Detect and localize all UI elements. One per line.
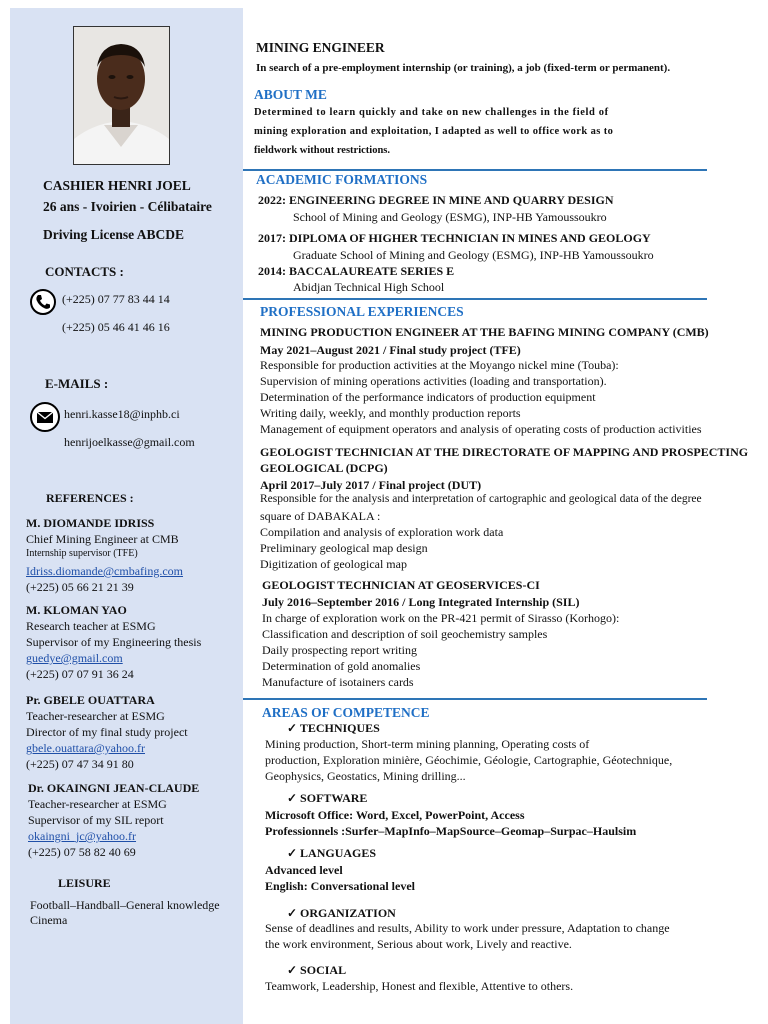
organization-line: the work environment, Serious about work, Lively and reactive. <box>265 937 572 951</box>
job-detail: Compilation and analysis of exploration work data <box>260 525 504 539</box>
profile-photo <box>73 26 170 165</box>
job-detail: Determination of gold anomalies <box>262 659 421 673</box>
reference-role: Chief Mining Engineer at CMB <box>26 532 179 546</box>
section-divider <box>243 169 707 171</box>
reference-email[interactable]: Idriss.diomande@cmbafing.com <box>26 564 184 578</box>
job-period: July 2016–September 2016 / Long Integrated Internship (SIL) <box>262 595 580 609</box>
job-detail: Responsible for production activities at the Moyango nickel mine (Touba): <box>260 358 619 372</box>
reference-email[interactable]: guedye@gmail.com <box>26 651 123 665</box>
job-detail: Digitization of geological map <box>260 557 407 571</box>
reference-email[interactable]: gbele.ouattara@yahoo.fr <box>26 741 145 755</box>
degree-title: 2017: DIPLOMA OF HIGHER TECHNICIAN IN MINES AND GEOLOGY <box>258 231 651 245</box>
about-heading: ABOUT ME <box>254 87 327 102</box>
degree-title: 2014: BACCALAUREATE SERIES E <box>258 264 455 278</box>
job-detail: Classification and description of soil geochemistry samples <box>262 627 548 641</box>
techniques-label: ✓ TECHNIQUES <box>287 721 380 735</box>
job-detail: Daily prospecting report writing <box>262 643 417 657</box>
degree-title: 2022: ENGINEERING DEGREE IN MINE AND QUARRY DESIGN <box>258 193 614 207</box>
competence-heading: AREAS OF COMPETENCE <box>262 705 430 720</box>
email-icon <box>30 402 60 432</box>
job-period: May 2021–August 2021 / Final study project (TFE) <box>260 343 521 357</box>
driving-license: Driving License ABCDE <box>43 227 185 242</box>
job-detail: square of DABAKALA : <box>260 509 381 523</box>
job-title-continued: GEOLOGICAL (DCPG) <box>260 461 388 475</box>
job-detail: Supervision of mining operations activities (loading and transportation). <box>260 374 607 388</box>
reference-role: Research teacher at ESMG <box>26 619 156 633</box>
academic-heading: ACADEMIC FORMATIONS <box>256 172 428 187</box>
phone-icon <box>30 289 56 315</box>
languages-line: English: Conversational level <box>265 879 416 893</box>
reference-role: Teacher-researcher at ESMG <box>26 709 165 723</box>
reference-phone: (+225) 07 58 82 40 69 <box>28 845 136 859</box>
contacts-heading: CONTACTS : <box>45 264 124 279</box>
leisure-heading: LEISURE <box>58 876 111 890</box>
techniques-line: production, Exploration minière, Géochimie, Géologie, Cartographie, Géotechnique, <box>265 753 673 767</box>
reference-detail: Director of my final study project <box>26 725 188 739</box>
experience-heading: PROFESSIONAL EXPERIENCES <box>260 304 464 319</box>
job-detail: Management of equipment operators and analysis of operating costs of production activities <box>260 422 702 436</box>
software-label: ✓ SOFTWARE <box>287 791 368 805</box>
reference-phone: (+225) 07 07 91 36 24 <box>26 667 134 681</box>
reference-phone: (+225) 05 66 21 21 39 <box>26 580 134 594</box>
page-subtitle: In search of a pre-employment internship (or training), a job (fixed-term or permanent). <box>256 62 671 74</box>
degree-school: Abidjan Technical High School <box>293 280 445 294</box>
degree-school: School of Mining and Geology (ESMG), INP-HB Yamoussoukro <box>293 210 607 224</box>
job-detail: Preliminary geological map design <box>260 541 428 555</box>
job-period: April 2017–July 2017 / Final project (DUT) <box>260 478 482 492</box>
email-1[interactable]: henri.kasse18@inphb.ci <box>64 407 180 421</box>
organization-line: Sense of deadlines and results, Ability to work under pressure, Adaptation to change <box>265 921 670 935</box>
reference-name: Pr. GBELE OUATTARA <box>26 693 155 707</box>
social-line: Teamwork, Leadership, Honest and flexible, Attentive to others. <box>265 979 574 993</box>
software-line: Professionnels :Surfer–MapInfo–MapSource–Geomap–Surpac–Haulsim <box>265 824 637 838</box>
page-title: MINING ENGINEER <box>256 40 385 55</box>
job-title: MINING PRODUCTION ENGINEER AT THE BAFING MINING COMPANY (CMB) <box>260 325 709 339</box>
techniques-line: Mining production, Short-term mining planning, Operating costs of <box>265 737 590 751</box>
emails-heading: E-MAILS : <box>45 376 109 391</box>
organization-label: ✓ ORGANIZATION <box>287 906 396 920</box>
reference-name: Dr. OKAINGNI JEAN-CLAUDE <box>28 781 200 795</box>
reference-name: M. DIOMANDE IDRISS <box>26 516 155 530</box>
about-text-line: fieldwork without restrictions. <box>254 145 391 156</box>
reference-email[interactable]: okaingni_jc@yahoo.fr <box>28 829 137 843</box>
job-detail: Manufacture of isotainers cards <box>262 675 414 689</box>
job-title: GEOLOGIST TECHNICIAN AT THE DIRECTORATE OF MAPPING AND PROSPECTING <box>260 445 749 459</box>
reference-detail: Supervisor of my SIL report <box>28 813 164 827</box>
reference-phone: (+225) 07 47 34 91 80 <box>26 757 134 771</box>
leisure-line: Cinema <box>30 913 68 927</box>
job-title: GEOLOGIST TECHNICIAN AT GEOSERVICES-CI <box>262 578 540 592</box>
social-label: ✓ SOCIAL <box>287 963 347 977</box>
phone-number-1[interactable]: (+225) 07 77 83 44 14 <box>62 292 170 306</box>
references-heading: REFERENCES : <box>46 491 134 505</box>
reference-name: M. KLOMAN YAO <box>26 603 127 617</box>
profile-details: 26 ans - Ivoirien - Célibataire <box>43 199 212 214</box>
languages-label: ✓ LANGUAGES <box>287 846 377 860</box>
reference-role: Teacher-researcher at ESMG <box>28 797 167 811</box>
reference-detail: Internship supervisor (TFE) <box>26 548 138 559</box>
job-detail: Responsible for the analysis and interpretation of cartographic and geological data of the degree <box>260 493 702 505</box>
job-detail: In charge of exploration work on the PR-421 permit of Sirasso (Korhogo): <box>262 611 620 625</box>
about-text-line: Determined to learn quickly and take on new challenges in the field of <box>254 107 609 118</box>
leisure-line: Football–Handball–General knowledge <box>30 898 220 912</box>
section-divider <box>243 298 707 300</box>
degree-school: Graduate School of Mining and Geology (ESMG), INP-HB Yamoussoukro <box>293 248 654 262</box>
languages-line: Advanced level <box>265 863 343 877</box>
reference-detail: Supervisor of my Engineering thesis <box>26 635 202 649</box>
profile-name: CASHIER HENRI JOEL <box>43 178 191 193</box>
software-line: Microsoft Office: Word, Excel, PowerPoint, Access <box>265 808 525 822</box>
techniques-line: Geophysics, Geostatics, Mining drilling... <box>265 769 466 783</box>
job-detail: Writing daily, weekly, and monthly production reports <box>260 406 521 420</box>
phone-number-2[interactable]: (+225) 05 46 41 46 16 <box>62 320 170 334</box>
about-text-line: mining exploration and exploitation, I adapted as well to office work as to <box>254 126 614 137</box>
email-2[interactable]: henrijoelkasse@gmail.com <box>64 435 195 449</box>
job-detail: Determination of the performance indicators of production equipment <box>260 390 596 404</box>
section-divider <box>243 698 707 700</box>
